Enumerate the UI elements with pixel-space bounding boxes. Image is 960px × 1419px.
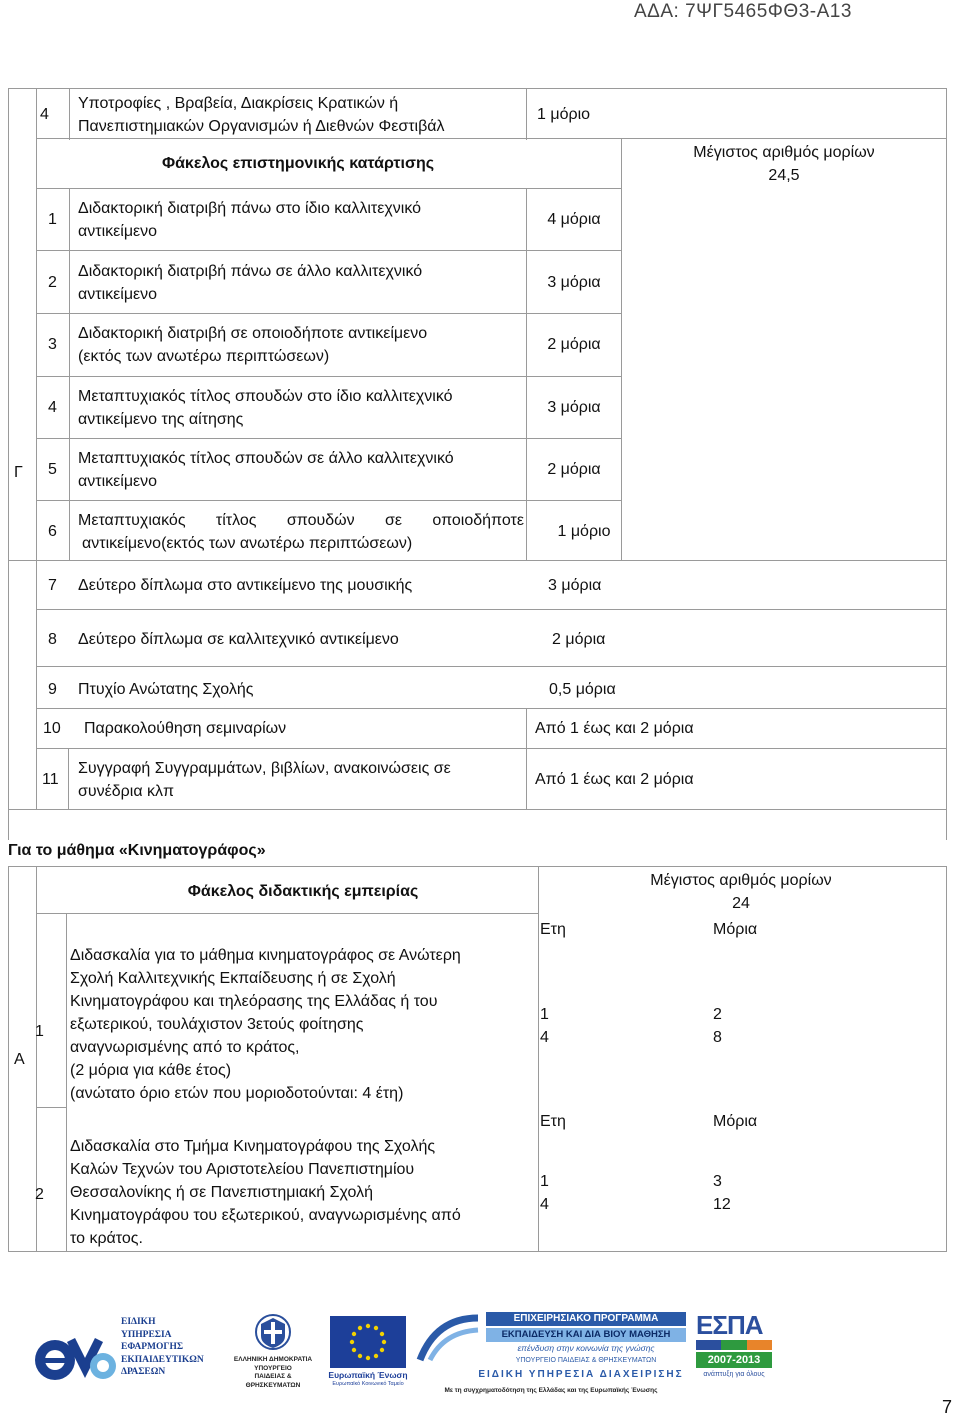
row-text: Δεύτερο δίπλωμα στο αντικείμενο της μουσικής <box>78 577 413 594</box>
row-text-line: Θεσσαλονίκης ή σε Πανεπιστημιακή Σχολή <box>70 1184 373 1201</box>
program-title: ΕΠΙΧΕΙΡΗΣΙΑΚΟ ΠΡΟΓΡΑΜΜΑ <box>486 1312 686 1326</box>
row-text: Δεύτερο δίπλωμα σε καλλιτεχνικό αντικείμενο <box>78 631 399 648</box>
row-text-line: αντικείμενο(εκτός των ανωτέρω περιπτώσεων) <box>82 535 413 552</box>
row-text-line: Κινηματογράφου του εξωτερικού, αναγνωρισμένης από <box>70 1207 461 1224</box>
ministry-line: ΥΠΟΥΡΓΕΙΟ <box>254 1364 292 1372</box>
row-text-line: Πανεπιστημιακών Οργανισμών ή Διεθνών Φεστιβάλ <box>78 118 445 135</box>
points-value: 12 <box>713 1196 731 1213</box>
row-points: 1 μόριο <box>557 523 611 540</box>
row-points: 3 μόρια <box>548 577 602 594</box>
espa-logo <box>696 1310 772 1392</box>
row-text-line: Μεταπτυχιακός τίτλος σπουδών στο ίδιο καλλιτεχνικό <box>78 388 453 405</box>
row-number: 11 <box>42 771 59 788</box>
ministry-logo <box>226 1310 320 1394</box>
row-text-line: Μεταπτυχιακός τίτλος σπουδών σε άλλο καλλιτεχνικό <box>78 450 454 467</box>
eu-flag-icon <box>330 1316 406 1368</box>
years-value: 1 <box>540 1173 549 1190</box>
row-text: Παρακολούθηση σεμιναρίων <box>84 720 287 737</box>
row-number: 10 <box>43 720 61 737</box>
espa-tagline: ανάπτυξη για όλους <box>703 1371 765 1378</box>
row-text: Πτυχίο Ανώτατης Σχολής <box>78 681 254 698</box>
years-value: 4 <box>540 1196 549 1213</box>
row-number: 5 <box>48 461 57 478</box>
section-title: Φάκελος επιστημονικής κατάρτισης <box>161 155 435 172</box>
points-label: Μόρια <box>713 921 758 938</box>
program-arc-icon <box>416 1312 482 1364</box>
row-number: 3 <box>48 336 57 353</box>
program-subtitle: ΕΚΠΑΙΔΕΥΣΗ ΚΑΙ ΔΙΑ ΒΙΟΥ ΜΑΘΗΣΗ <box>486 1328 686 1342</box>
row-number: 4 <box>40 106 49 123</box>
row-text-line: Μεταπτυχιακός τίτλος σπουδών σε οποιοδήποτε <box>78 512 524 529</box>
row-text-line: Κινηματογράφου και τηλεόρασης της Ελλάδας ή του <box>70 993 438 1010</box>
section-title: Φάκελος διδακτικής εμπειρίας <box>187 883 419 900</box>
program-logo <box>416 1310 686 1398</box>
row-points: 2 μόρια <box>547 336 601 353</box>
row-text-line: συνέδρια κλπ <box>78 783 175 800</box>
row-number: 1 <box>48 211 57 228</box>
row-text-line: Διδακτορική διατριβή πάνω σε άλλο καλλιτεχνικό <box>78 263 423 280</box>
eye-line: ΕΙΔΙΚΗ <box>121 1317 156 1327</box>
eye-line: ΥΠΗΡΕΣΙΑ <box>121 1329 172 1340</box>
eye-logo <box>33 1316 218 1392</box>
row-text-line: αναγνωρισμένης από το κράτος, <box>70 1039 300 1056</box>
eu-title: Ευρωπαϊκή Ένωση <box>328 1370 408 1380</box>
max-points-label: Μέγιστος αριθμός μορίων <box>693 144 875 161</box>
row-number: 2 <box>35 1186 44 1203</box>
row-number: 1 <box>35 1023 44 1040</box>
row-points: 0,5 μόρια <box>549 681 616 698</box>
row-number: 8 <box>48 631 57 648</box>
ministry-line: ΠΑΙΔΕΙΑΣ & <box>254 1373 292 1380</box>
max-points-label: Μέγιστος αριθμός μορίων <box>650 872 832 889</box>
espa-years: 2007-2013 <box>696 1352 772 1368</box>
row-points: 2 μόρια <box>552 631 606 648</box>
row-text-line: Σχολή Καλλιτεχνικής Εκπαίδευσης ή σε Σχολή <box>70 970 396 987</box>
row-text-line: Διδακτορική διατριβή σε οποιοδήποτε αντικείμενο <box>78 325 428 342</box>
years-label: Ετη <box>540 921 566 938</box>
row-text-line: (εκτός των ανωτέρω περιπτώσεων) <box>78 348 330 365</box>
years-label: Ετη <box>540 1113 566 1130</box>
years-value: 1 <box>540 1006 549 1023</box>
years-value: 4 <box>540 1029 549 1046</box>
row-points: 3 μόρια <box>547 399 601 416</box>
eye-line: ΕΚΠΑΙΔΕΥΤΙΚΩΝ <box>121 1354 204 1365</box>
program-tagline: επένδυση στην κοινωνία της γνώσης <box>517 1343 655 1353</box>
eye-line: ΔΡΑΣΕΩΝ <box>121 1367 166 1377</box>
program-ministry: ΥΠΟΥΡΓΕΙΟ ΠΑΙΔΕΙΑΣ & ΘΡΗΣΚΕΥΜΑΤΩΝ <box>515 1357 657 1364</box>
row-text-line: Υποτροφίες , Βραβεία, Διακρίσεις Κρατικών ή <box>78 95 399 112</box>
row-text-line: αντικείμενο <box>78 473 158 490</box>
program-cofunding: Με τη συγχρηματοδότηση της Ελλάδας και της Ευρωπαϊκής Ένωσης <box>444 1387 658 1394</box>
row-number: 7 <box>48 577 57 594</box>
points-value: 8 <box>713 1029 722 1046</box>
espa-stripes-icon <box>696 1340 772 1350</box>
row-text-line: αντικείμενο <box>78 286 158 303</box>
row-points: Από 1 έως και 2 μόρια <box>535 720 694 737</box>
points-label: Μόρια <box>713 1113 758 1130</box>
eye-line: ΕΦΑΡΜΟΓΗΣ <box>121 1342 184 1352</box>
points-value: 2 <box>713 1006 722 1023</box>
eu-subtitle: Ευρωπαϊκό Κοινωνικό Ταμείο <box>332 1381 404 1387</box>
greek-emblem-icon <box>253 1312 293 1352</box>
row-text-line: Διδασκαλία για το μάθημα κινηματογράφος σε Ανώτερη <box>70 947 461 964</box>
espa-name: ΕΣΠΑ <box>696 1310 763 1340</box>
ministry-line: ΕΛΛΗΝΙΚΗ ΔΗΜΟΚΡΑΤΙΑ <box>233 1356 313 1363</box>
row-text-line: εξωτερικού, τουλάχιστον 3ετούς φοίτησης <box>70 1016 364 1033</box>
row-points: 1 μόριο <box>537 106 591 123</box>
page-number: 7 <box>942 1397 953 1417</box>
row-text-line: αντικείμενο <box>78 223 158 240</box>
eu-logo <box>330 1316 406 1396</box>
row-text-line: Καλών Τεχνών του Αριστοτελείου Πανεπιστημίου <box>70 1161 415 1178</box>
row-text-line: (ανώτατο όριο ετών που μοριοδοτούνται: 4 έτη) <box>70 1085 404 1102</box>
ministry-line: ΘΡΗΣΚΕΥΜΑΤΩΝ <box>245 1381 301 1389</box>
course-heading: Για το μάθημα «Κινηματογράφος» <box>8 842 266 859</box>
row-text-line: το κράτος. <box>70 1230 143 1247</box>
points-value: 3 <box>713 1173 722 1190</box>
row-text-line: αντικείμενο της αίτησης <box>78 411 244 428</box>
row-points: 2 μόρια <box>547 461 601 478</box>
group-letter: Α <box>14 1051 25 1068</box>
row-text-line: (2 μόρια για κάθε έτος) <box>70 1062 232 1079</box>
ada-code: ΑΔΑ: 7ΨΓ5465ΦΘ3-Α13 <box>634 1 852 22</box>
row-number: 9 <box>48 681 57 698</box>
row-text-line: Διδακτορική διατριβή πάνω στο ίδιο καλλιτεχνικό <box>78 200 422 217</box>
row-points: 4 μόρια <box>547 211 601 228</box>
max-points-value: 24,5 <box>768 167 800 184</box>
program-service: ΕΙΔΙΚΗ ΥΠΗΡΕΣΙΑ ΔΙΑΧΕΙΡΙΣΗΣ <box>478 1369 684 1380</box>
row-text-line: Συγγραφή Συγγραμμάτων, βιβλίων, ανακοινώσεις σε <box>78 760 451 777</box>
row-number: 2 <box>48 274 57 291</box>
row-number: 6 <box>48 523 57 540</box>
max-points-value: 24 <box>732 895 750 912</box>
row-points: 3 μόρια <box>547 274 601 291</box>
row-number: 4 <box>48 399 57 416</box>
row-text-line: Διδασκαλία στο Τμήμα Κινηματογράφου της Σχολής <box>70 1138 436 1155</box>
group-letter: Γ <box>14 464 23 481</box>
row-points: Από 1 έως και 2 μόρια <box>535 771 694 788</box>
